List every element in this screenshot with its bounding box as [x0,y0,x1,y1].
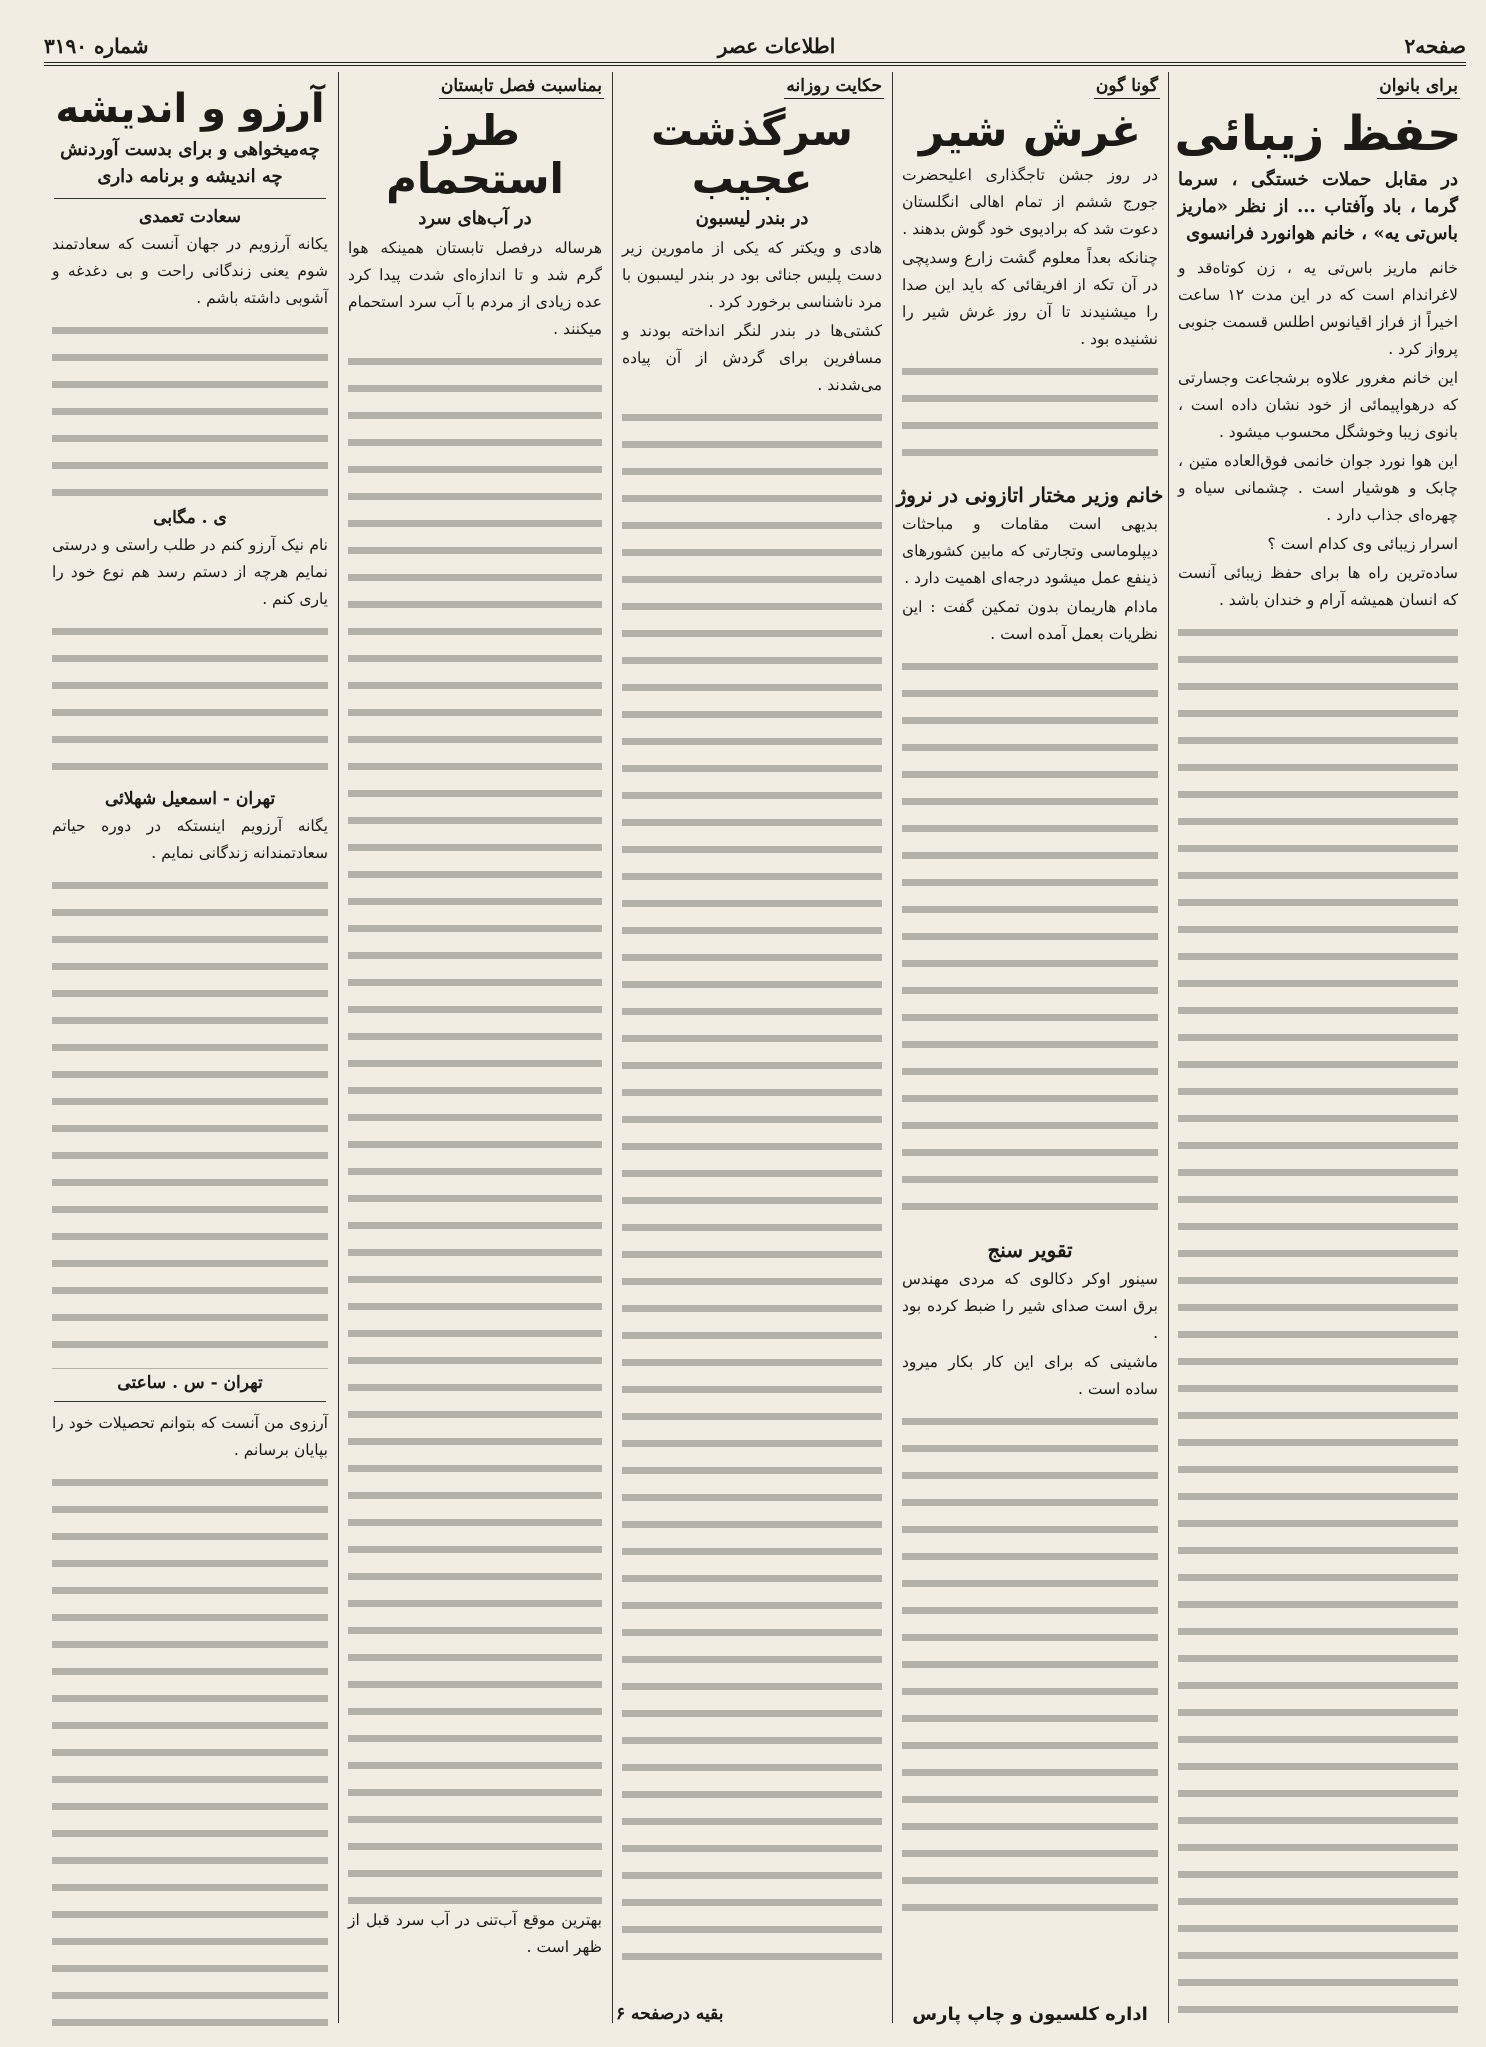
contributor-name: سعادت تعمدی [138,207,242,227]
article-dek: چه‌میخواهی و برای بدست آوردنش چه اندیشه و برنامه داری [60,139,320,187]
article-bathing [340,72,610,2027]
subtitle: در آب‌های سرد [418,207,532,229]
text-continuation [622,401,882,1961]
paragraph: بدیهی است مقامات و مباحثات دیپلوماسی وتجارتی که مابین کشورهای ذینفع عمل میشود درجه‌ای اهمیت دارد . [902,514,1158,587]
paragraph: بهترین موقع آب‌تنی در آب سرد قبل از ظهر است . [348,1910,602,1956]
newspaper-name: اطلاعات عصر [717,34,836,58]
subheadline: خانم وزیر مختار اتازونی در نروژ [896,482,1164,507]
article-body [622,235,882,399]
contributor-name: ی . مگابی [153,508,227,528]
contributor-name: تهران - اسمعیل شهلائی [104,789,276,809]
divider [54,198,326,199]
contribution-text: آرزوی من آنست که بتوانم تحصیلات خود را بپایان برسانم . [52,1414,328,1459]
headline: آرزو و اندیشه [55,86,325,132]
column-divider [338,72,339,2023]
section-kicker: گونا گون [1094,76,1160,99]
paragraph: خانم ماریز باس‌تی یه ، زن کوتاه‌قد و لاغراندام است که در این مدت ۱۲ ساعت اخیراً از فراز اقیانوس اطلس قسمت جنوبی پرواز کرد . [1178,259,1459,359]
contribution-text: یگانه آرزویم اینستکه در دوره حیاتم سعادتمندانه زندگانی نمایم . [52,817,328,862]
article-beauty [1170,72,1466,2027]
contributor-name: تهران - س . ساعتی [117,1373,263,1393]
print-credit: اداره کلسیون و چاپ پارس [912,2004,1148,2025]
text-continuation [52,314,328,504]
column-divider [1168,72,1169,2023]
headline: سرگذشت عجیب [651,106,853,204]
article-body [902,511,1158,648]
section-kicker: بمناسبت فصل تابستان [439,76,604,99]
divider [54,1401,326,1402]
paragraph: اسرار زیبائی وی کدام است ؟ [1267,535,1458,554]
article-body [902,162,1158,353]
column-divider [892,72,893,2023]
headline: غرش شیر [918,106,1142,157]
text-continuation [902,1405,1158,1925]
paragraph: این هوا نورد جوان خانمی فوق‌العاده متین ، چابک و هوشیار است . چشمانی سیاه و چهره‌ای جذاب دارد . [1178,452,1458,525]
contribution-text: نام نیک آرزو کنم در طلب راستی و درستی نمایم هرچه از دستم رسد هم نوع خود را یاری کنم . [52,536,328,608]
page-header [44,33,1466,59]
section-kicker: برای بانوان [1377,76,1460,99]
headline: طرز استحمام [386,106,564,204]
text-continuation [52,615,328,785]
page-number: صفحه۲ [1404,34,1466,58]
paragraph: در روز جشن تاجگذاری اعلیحضرت جورج ششم از تمام اهالی انگلستان دعوت شد که برادیوی خود گوش بدهند . [902,165,1158,238]
paragraph: هرساله درفصل تابستان همینکه هوا گرم شد و تا اندازه‌ای شدت پیدا کرد عده زیادی از مردم با آب سرد استحمام میکنند . [348,238,602,338]
continued-note: بقیه درصفحه ۶ [616,2004,724,2024]
article-body [348,1907,602,1961]
article-strange-story [614,72,890,2027]
paragraph: این خانم مغرور علاوه برشجاعت وجسارتی که درهواپیمائی از خود نشان داده است ، بانوی زیبا وخوشگل محسوب میشود . [1178,369,1458,442]
paragraph: سینور اوکر دکالوی که مردی مهندس برق است صدای شیر را ضبط کرده بود . [902,1269,1158,1342]
subtitle: در بندر لیسبون [695,207,809,229]
text-continuation [52,869,328,1369]
headline: حفظ زیبائی [1174,106,1462,162]
contribution-text: یکانه آرزویم در جهان آنست که سعادتمند شوم یعنی زندگانی راحت و بی دغدغه و آشوبی داشته باشم . [52,235,328,307]
text-continuation [52,1466,328,2027]
paragraph: مادام هاریمان بدون تمکین گفت : این نظریات بعمل آمده است . [902,597,1158,643]
paragraph: ساده‌ترین راه ها برای حفظ زیبائی آنست که انسان همیشه آرام و خندان باشد . [1178,564,1458,610]
paragraph: کشتی‌ها در بندر لنگر انداخته بودند و مسافرین برای گردش از آن پیاده می‌شدند . [622,321,882,394]
header-rule [44,62,1466,66]
article-lion-roar [894,72,1166,2027]
column-divider [612,72,613,2023]
article-wishes [44,72,336,2027]
text-continuation [902,650,1158,1230]
article-body [348,235,602,343]
text-continuation [1178,616,1458,2016]
section-kicker: حکایت روزانه [784,76,884,99]
article-body [1178,255,1458,614]
text-continuation [348,345,602,1905]
subheadline: تقویر سنج [987,1237,1073,1262]
article-dek: در مقابل حملات خستگی ، سرما گرما ، باد وآفتاب ... از نظر «ماریز باس‌تی یه» ، خانم هوانورد فرانسوی [1178,169,1458,245]
paragraph: ماشینی که برای این کار بکار میرود ساده است . [902,1352,1158,1398]
text-continuation [902,355,1158,475]
paragraph: چنانکه بعداً معلوم گشت زارع وسدپچی در آن تکه از افریقائی که باید این صدا را میشنیدند تا آن روز غرش شیر را نشنیده بود . [902,248,1158,348]
article-body [902,1266,1158,1403]
paragraph: هادی و ویکتر که یکی از مامورین زیر دست پلیس جنائی بود در بندر لیسبون با مرد ناشناسی برخورد کرد . [622,238,882,311]
issue-number: شماره ۳۱۹۰ [44,34,149,58]
